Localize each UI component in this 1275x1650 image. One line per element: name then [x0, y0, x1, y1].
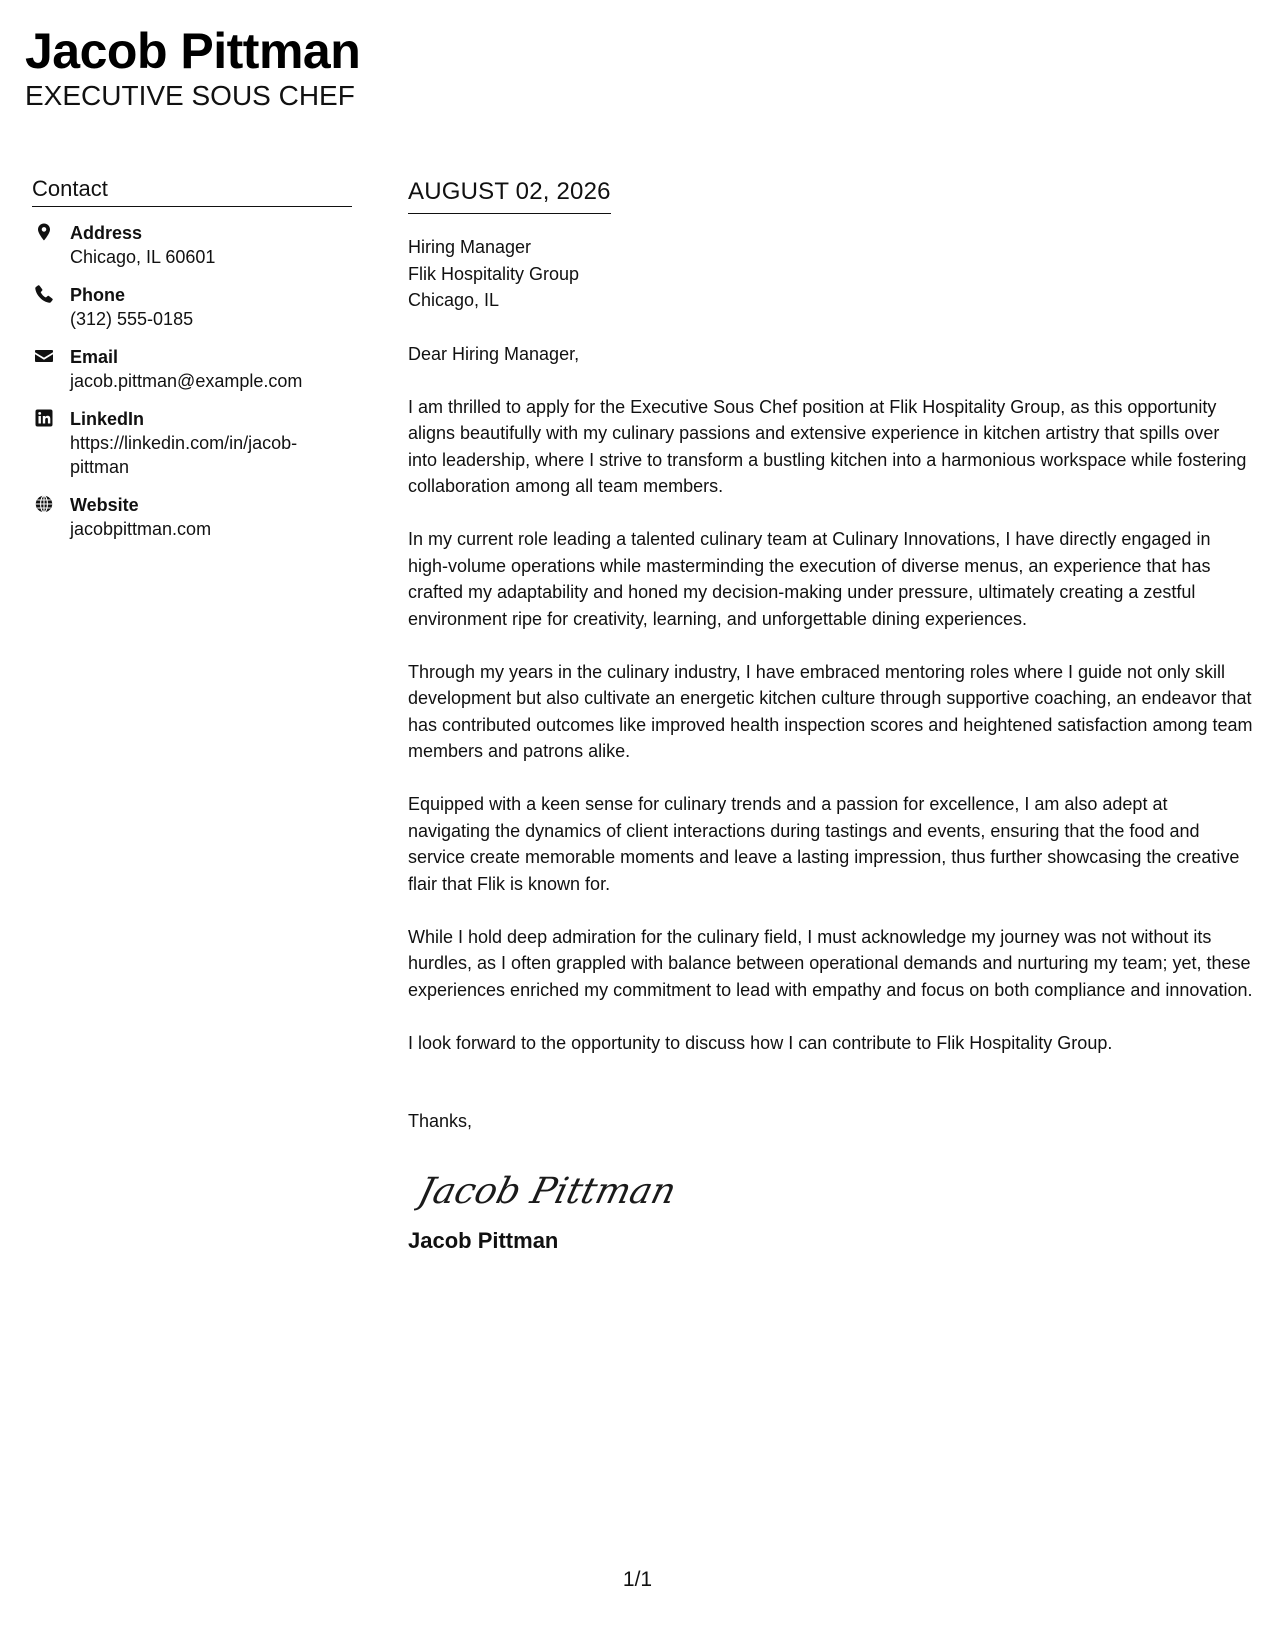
recipient-line: Hiring Manager	[408, 237, 532, 257]
envelope-icon	[34, 346, 54, 366]
contact-heading: Contact	[32, 176, 352, 207]
contact-sidebar	[32, 176, 352, 555]
handwritten-signature	[414, 1157, 754, 1227]
contact-value[interactable]: https://linkedin.com/in/jacob-pittman	[70, 433, 298, 477]
contact-label: Email	[70, 347, 119, 367]
applicant-name: Jacob Pittman	[25, 23, 361, 79]
recipient-block	[408, 234, 1253, 314]
phone-icon	[34, 284, 54, 304]
letter-header	[25, 22, 360, 112]
contact-value[interactable]: jacob.pittman@example.com	[70, 371, 303, 391]
contact-item-email	[32, 345, 352, 393]
contact-label: Address	[70, 223, 143, 243]
map-pin-icon	[34, 222, 54, 242]
contact-label: Phone	[70, 285, 126, 305]
signer-name: Jacob Pittman	[408, 1227, 559, 1253]
recipient-line: Chicago, IL	[408, 290, 500, 310]
letter-paragraph: Through my years in the culinary industry, I have embraced mentoring roles where I guide not only skill development but also cultivate an energetic kitchen culture through supportive coaching, an endeavor that has contributed outcomes like improved health inspection scores and heightened satisfaction among team members and patrons alike.	[408, 661, 1253, 761]
linkedin-icon	[34, 408, 54, 428]
contact-label: Website	[70, 495, 139, 515]
recipient-line: Flik Hospitality Group	[408, 263, 580, 284]
letter-paragraph: I am thrilled to apply for the Executive Sous Chef position at Flik Hospitality Group, as this opportunity aligns beautifully with my culinary passions and extensive experience in kitchen artistry that spills over into leadership, where I strive to transform a bustling kitchen into a harmonious workspace while fostering collaboration among all team members.	[408, 396, 1247, 496]
letter-paragraph: Equipped with a keen sense for culinary trends and a passion for excellence, I am also adept at navigating the dynamics of client interactions during tastings and events, ensuring that the food and service create memorable moments and leave a lasting impression, thus further showcasing the creative flair that Flik is known for.	[408, 794, 1240, 894]
contact-value[interactable]: jacobpittman.com	[70, 519, 212, 539]
letter-paragraph: I look forward to the opportunity to discuss how I can contribute to Flik Hospitality Group.	[408, 1032, 1113, 1053]
salutation: Dear Hiring Manager,	[408, 343, 580, 364]
letter-date: AUGUST 02, 2026	[408, 178, 611, 214]
signature-text: Jacob Pittman	[414, 1169, 681, 1212]
page-number: 1/1	[622, 1568, 653, 1591]
contact-label: LinkedIn	[70, 409, 145, 429]
contact-value: (312) 555-0185	[70, 309, 194, 329]
contact-value: Chicago, IL 60601	[70, 247, 216, 267]
contact-item-phone	[32, 283, 352, 331]
letter-body	[408, 178, 1253, 1255]
closing: Thanks,	[408, 1111, 473, 1131]
contact-item-website	[32, 493, 352, 541]
applicant-job-title: EXECUTIVE SOUS CHEF	[25, 80, 355, 111]
letter-paragraph: While I hold deep admiration for the culinary field, I must acknowledge my journey was not without its hurdles, as I often grappled with balance between operational demands and nurturing my team; yet, these experiences enriched my commitment to lead with empathy and focus on both compliance and innovation.	[408, 926, 1253, 1000]
letter-paragraph: In my current role leading a talented culinary team at Culinary Innovations, I have directly engaged in high-volume operations while masterminding the execution of diverse menus, an experience that has crafted my adaptability and honed my decision-making under pressure, ultimately creating a zestful environment ripe for creativity, learning, and unforgettable dining experiences.	[408, 529, 1211, 629]
contact-item-linkedin	[32, 407, 352, 479]
globe-icon	[34, 494, 54, 514]
contact-item-address	[32, 221, 352, 269]
